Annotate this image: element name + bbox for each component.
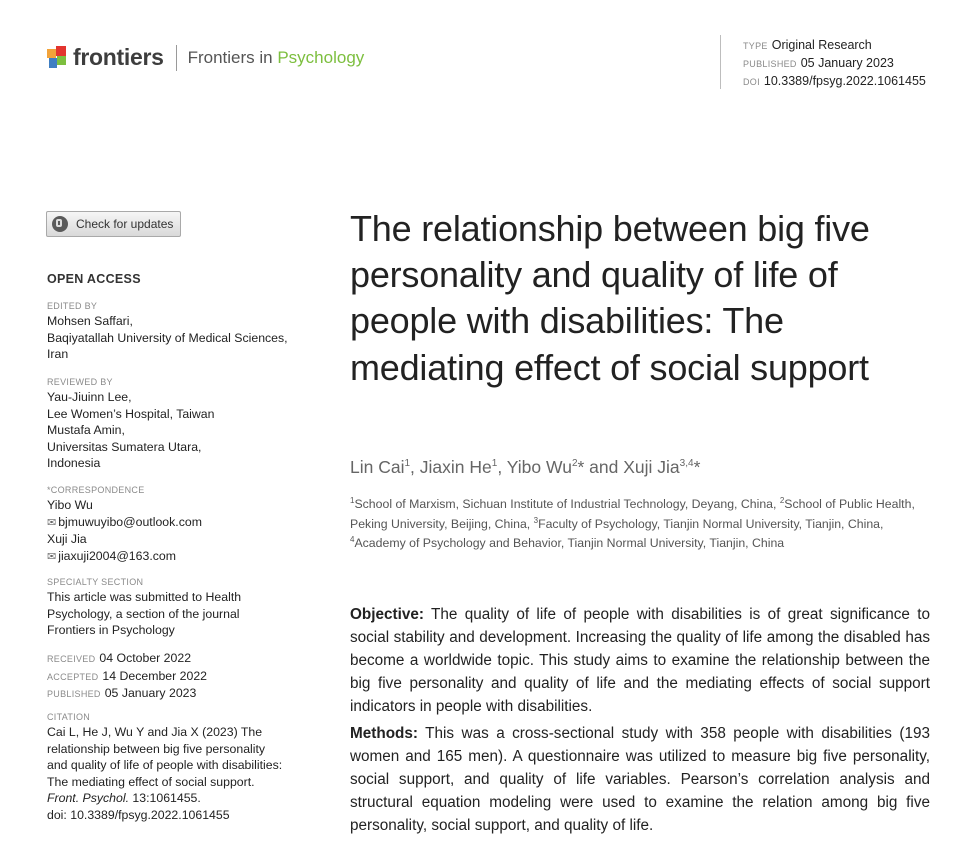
edited-by-label: EDITED BY (47, 301, 98, 311)
type-value: Original Research (771, 38, 872, 52)
frontiers-logo-icon (47, 46, 69, 70)
reviewer-line: Mustafa Amin, (47, 423, 125, 438)
author-list: Lin Cai$^1$, Jiaxin He$^1$, Yibo Wu$^2$* and Xuji Jia$^{3,4}$* (350, 457, 701, 477)
journal-logo[interactable] (47, 44, 364, 71)
reviewed-by-label: REVIEWED BY (47, 377, 113, 387)
article-dates (47, 650, 207, 703)
article-title: The relationship between big five personality and quality of life of people with disabilities: The mediating effect of social support (350, 208, 870, 388)
correspondent-name: Yibo Wu (47, 498, 93, 512)
correspondence-section (47, 483, 309, 565)
bookmark-icon (52, 216, 68, 232)
article-meta (743, 37, 926, 91)
abstract-methods (350, 722, 930, 837)
brand-name: frontiers (73, 44, 164, 70)
mail-icon: ✉ (47, 550, 57, 563)
objective-label: Objective: (350, 606, 424, 623)
edited-by-section (47, 299, 309, 363)
journal-name: Frontiers in Psychology (187, 47, 365, 67)
citation-volume: 13:1061455. (129, 791, 201, 806)
specialty-line: Frontiers in Psychology (47, 623, 175, 638)
published-value: 05 January 2023 (800, 56, 894, 70)
received-label: RECEIVED (47, 654, 96, 664)
author-name[interactable]: Jiaxin He (419, 457, 492, 477)
author-name[interactable]: Xuji Jia (623, 457, 680, 477)
reviewer-line: Yau-Jiuinn Lee, (47, 390, 132, 404)
citation-journal: Front. Psychol. (47, 791, 130, 806)
affiliations: $^1$School of Marxism, Sichuan Institute of Industrial Technology, Deyang, China, $^2$School of Public Health, Peking University, Beijing, China, $^3$Faculty of Psychology, Tianjin Normal University, Tianjin, China, $^4$Academy of Psychology and Behavior, Tianjin Normal University, Tianjin, China (350, 496, 915, 551)
reviewer-line: Lee Women’s Hospital, Taiwan (47, 406, 215, 421)
doi-label: DOI (743, 77, 760, 87)
reviewed-by-section (47, 375, 309, 472)
doi-value[interactable]: 10.3389/fpsyg.2022.1061455 (763, 74, 926, 88)
abstract-objective (350, 603, 930, 718)
editor-line: Baqiyatallah University of Medical Sciences, (47, 330, 288, 345)
check-for-updates-button[interactable] (46, 211, 181, 237)
specialty-section (47, 575, 309, 639)
citation-line: Cai L, He J, Wu Y and Jia X (2023) The (47, 725, 263, 739)
accepted-label: ACCEPTED (47, 671, 99, 682)
specialty-line: This article was submitted to Health (47, 590, 242, 604)
mail-icon: ✉ (47, 516, 57, 529)
abstract (350, 603, 930, 841)
specialty-label: SPECIALTY SECTION (47, 577, 144, 587)
correspondent-email[interactable]: jiaxuji2004@163.com (58, 548, 176, 563)
citation-line: The mediating effect of social support. (47, 774, 255, 789)
published-date: 05 January 2023 (104, 686, 197, 701)
methods-label: Methods: (350, 725, 418, 742)
objective-text: The quality of life of people with disabilities is of great significance to social stability and development. Increasing the quality of life among the disabled has become a worldwide topic. This study aims to examine the relationship between the big five personality and quality of life and the mediating effects of social support indicators in people with disabilities. (350, 606, 930, 715)
editor-line: Iran (47, 347, 69, 362)
author-name[interactable]: Lin Cai (350, 457, 405, 477)
author-name[interactable]: Yibo Wu (506, 457, 572, 477)
citation-line: relationship between big five personality (47, 741, 266, 756)
citation-label: CITATION (47, 712, 91, 722)
logo-divider (176, 45, 177, 71)
meta-divider (720, 35, 721, 89)
type-label: TYPE (743, 41, 768, 51)
open-access-label: OPEN ACCESS (47, 272, 141, 286)
published-label: PUBLISHED (743, 59, 797, 69)
received-date: 04 October 2022 (99, 651, 192, 665)
reviewer-line: Indonesia (47, 456, 101, 471)
specialty-line: Psychology, a section of the journal (47, 606, 240, 621)
correspondent-name: Xuji Jia (47, 532, 87, 547)
editor-line: Mohsen Saffari, (47, 314, 133, 328)
reviewer-line: Universitas Sumatera Utara, (47, 439, 202, 454)
correspondence-label: *CORRESPONDENCE (47, 485, 145, 495)
correspondent-email[interactable]: bjmuwuyibo@outlook.com (58, 514, 202, 529)
published-label: PUBLISHED (47, 689, 101, 700)
methods-text: This was a cross-sectional study with 358 people with disabilities (193 women and 165 men). A questionnaire was utilized to measure big five personality, social support, and quality of life variables. Pearson’s correlation analysis and structural equation modeling were used to examine the relation among big five personality, social support, and quality of life. (350, 725, 930, 834)
citation-line: and quality of life of people with disabilities: (47, 758, 283, 773)
citation-section (47, 710, 309, 824)
accepted-date: 14 December 2022 (102, 668, 208, 683)
check-for-updates-label: Check for updates (76, 217, 174, 231)
citation-doi[interactable]: doi: 10.3389/fpsyg.2022.1061455 (47, 807, 230, 822)
